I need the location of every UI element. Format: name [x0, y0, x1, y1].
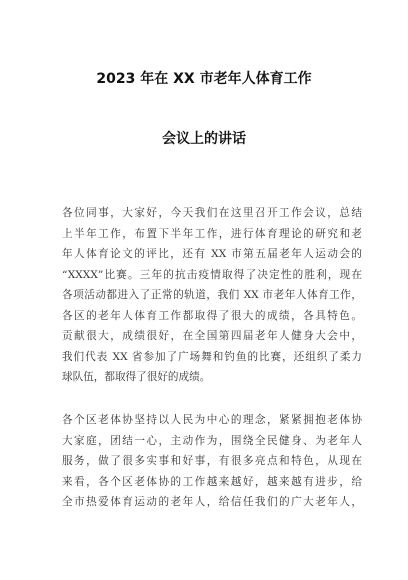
paragraph-line: 各项活动都进入了正常的轨道，我们 XX 市老年人体育工作，	[62, 289, 362, 301]
paragraph-line: 年人体育论文的评比，还有 XX 市第五届老年人运动会的	[62, 248, 362, 260]
paragraph-line: 大家庭，团结一心，主动作为，围绕全民健身、为老年人	[62, 434, 362, 447]
paragraph-line: 上半年工作，布置下半年工作，进行体育理论的研究和老	[62, 227, 362, 240]
paragraph-line: 各位同事，大家好，今天我们在这里召开工作会议，总结	[62, 207, 362, 219]
paragraph-line: 服务，做了很多实事和好事，有很多亮点和特色，从现在	[62, 455, 362, 467]
paragraph-line: 贡献很大，成绩很好，在全国第四届老年人健身大会中，	[62, 330, 362, 342]
paragraph-line: 各区的老年人体育工作都取得了很大的成绩，各具特色。	[62, 309, 362, 322]
paragraph-2	[62, 410, 362, 513]
paragraph-line: 各个区老体协坚持以人民为中心的理念，紧紧拥抱老体协	[62, 414, 362, 426]
paragraph-line: 我们代表 XX 省参加了广场舞和钓鱼的比赛，还组织了柔力	[62, 350, 362, 363]
paragraph-1	[62, 203, 362, 388]
paragraph-line: 全市热爱体育运动的老年人，给信任我们的广大老年人，	[62, 496, 362, 508]
document-title: 2023 年在 XX 市老年人体育工作	[96, 71, 312, 87]
paragraph-line: 球队伍，都取得了很好的成绩。	[62, 371, 211, 383]
document-subtitle: 会议上的讲话	[162, 131, 246, 147]
paragraph-line: 来看，各个区老体协的工作越来越好，越来越有进步，给	[62, 475, 362, 488]
paragraph-line: “XXXX”比赛。三年的抗击疫情取得了决定性的胜利，现在	[62, 268, 362, 281]
